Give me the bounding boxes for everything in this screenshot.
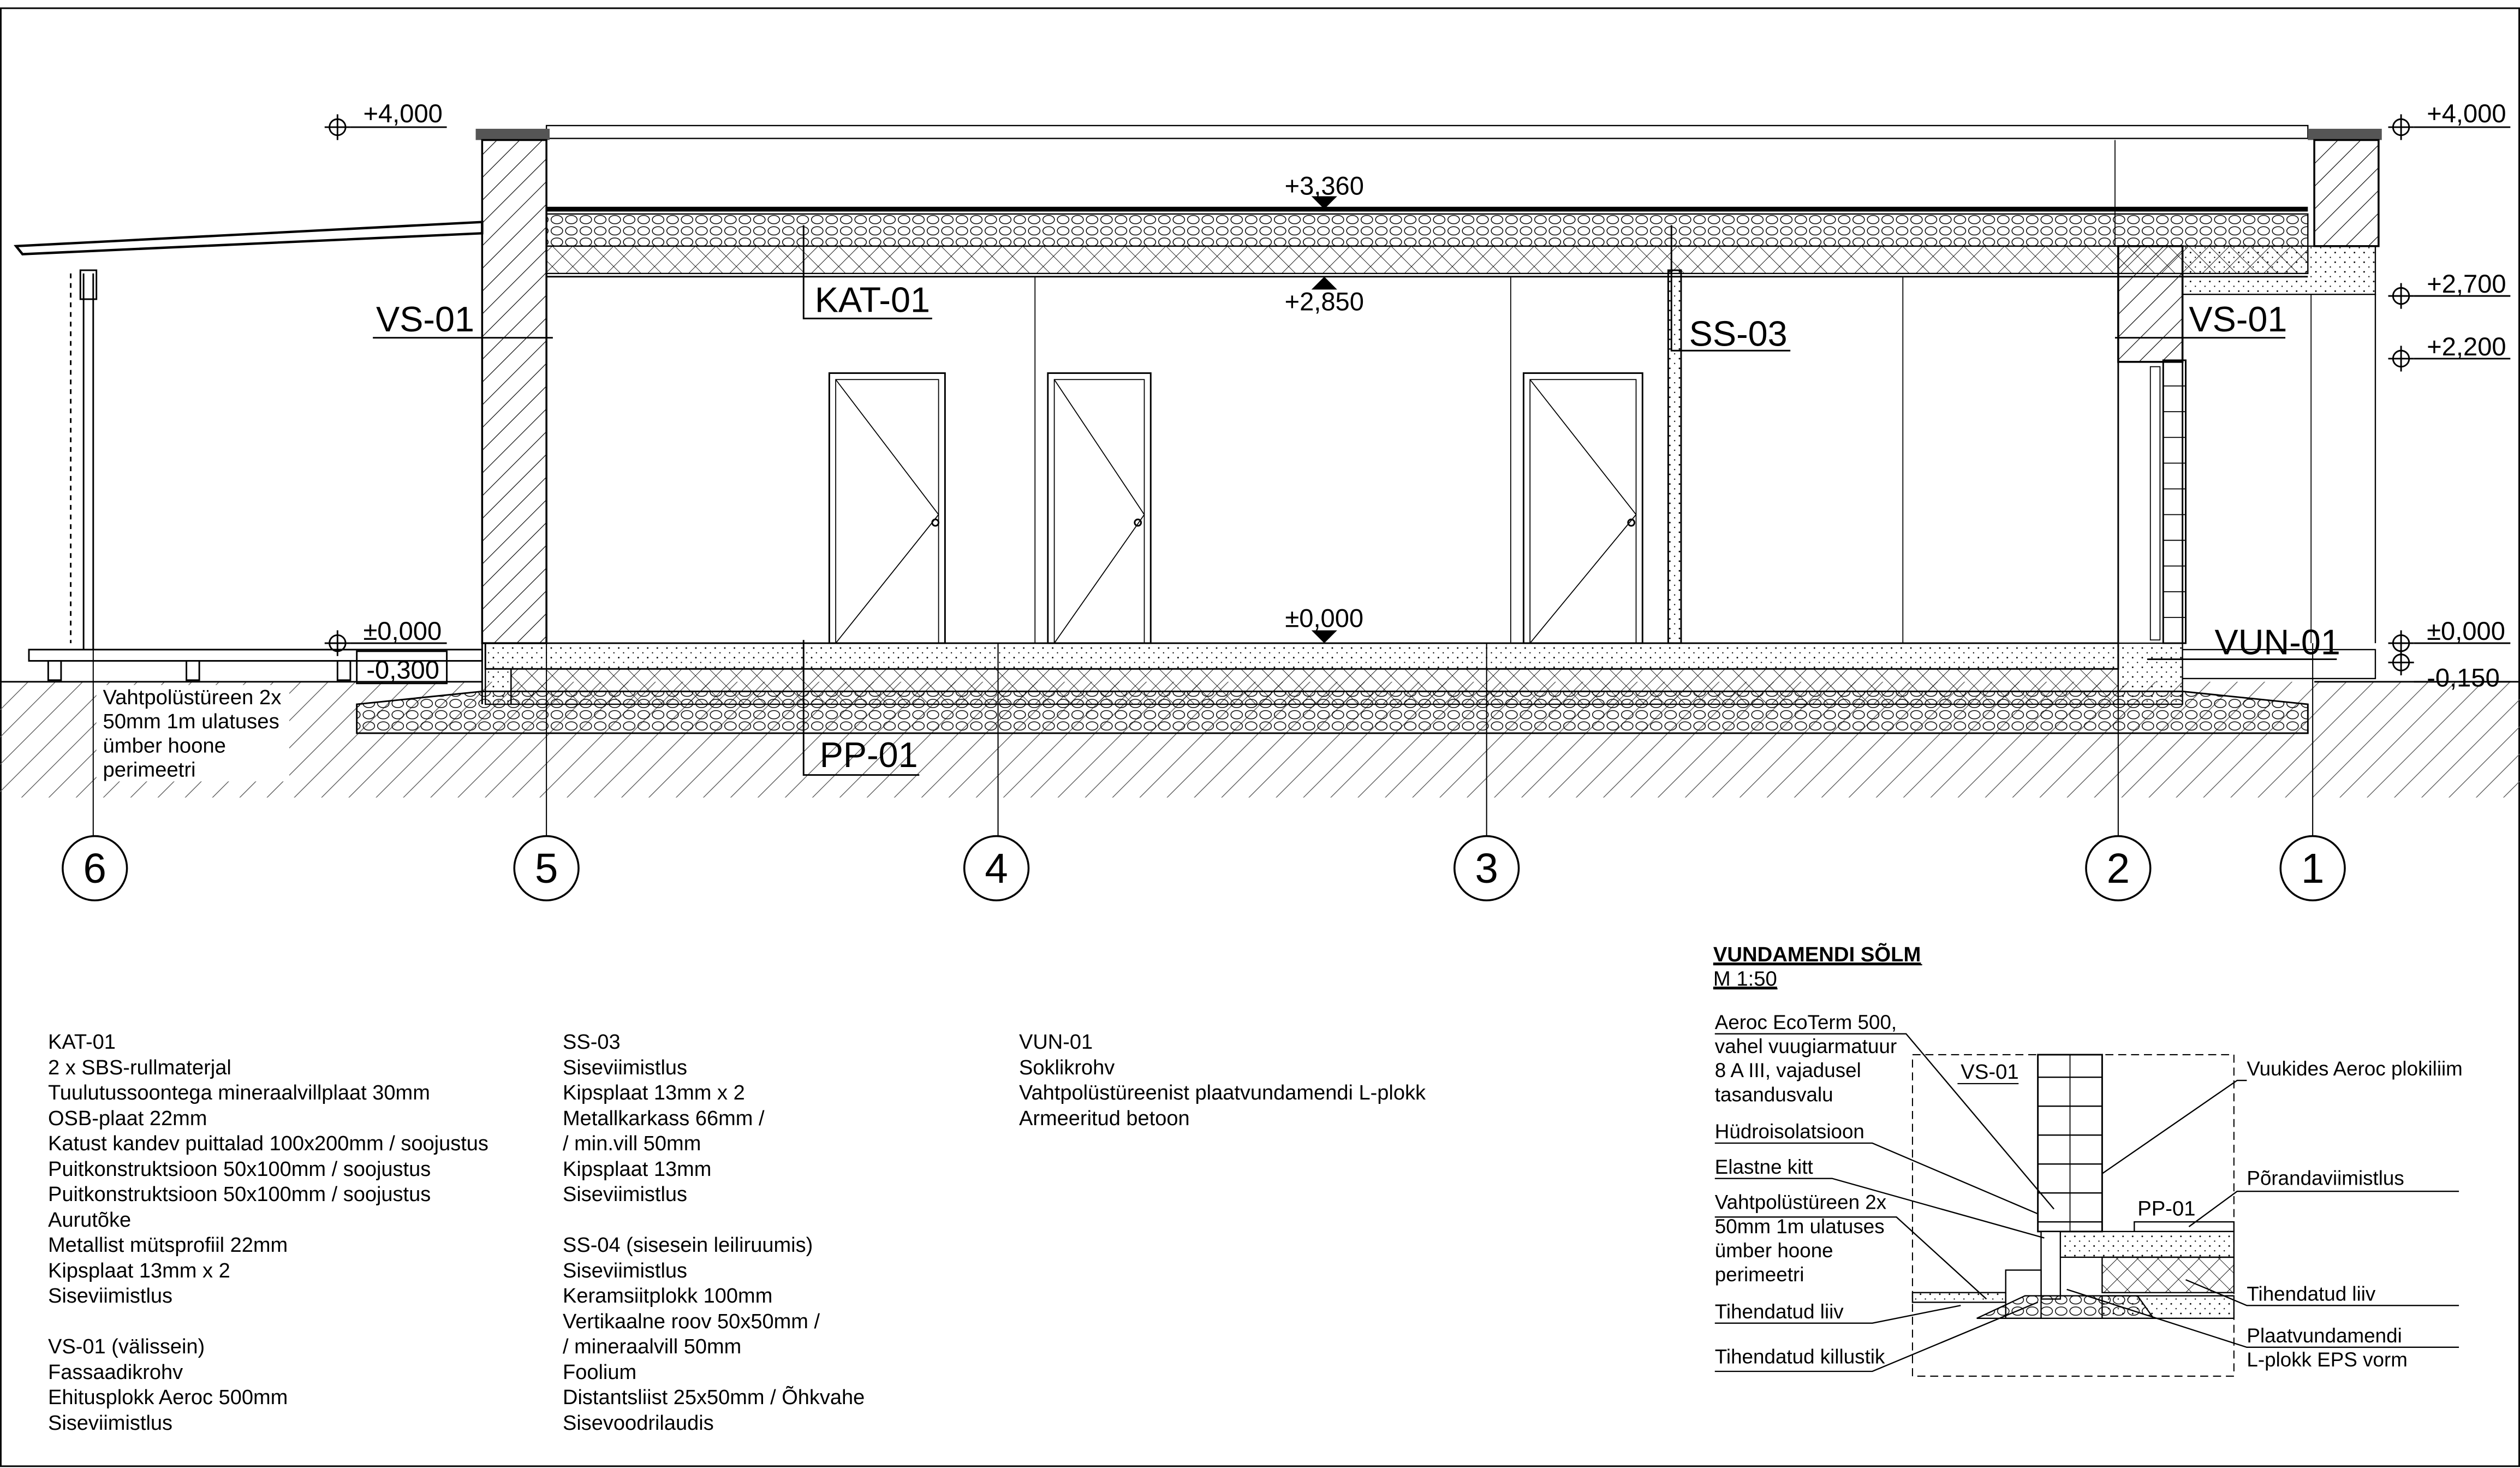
spec-column-1 — [48, 1030, 539, 1468]
tag-vs-01-right: VS-01 — [2189, 299, 2287, 339]
spec-line: Vertikaalne roov 50x50mm / — [563, 1310, 820, 1333]
axis-label: 2 — [2106, 845, 2130, 892]
spec-line: Kipsplaat 13mm x 2 — [48, 1259, 230, 1282]
spec-title: SS-04 (sisesein leiliruumis) — [563, 1234, 813, 1257]
tag-kat-01: KAT-01 — [814, 280, 931, 320]
axis-label: 1 — [2301, 845, 2325, 892]
spec-line: Siseviimistlus — [48, 1411, 173, 1435]
wall-vs-01-right — [2115, 129, 2382, 643]
axis-label: 4 — [985, 845, 1008, 892]
detail-label: Elastne kitt — [1714, 1155, 1813, 1178]
foundation-detail — [1713, 942, 2463, 1376]
axis-label: 6 — [83, 845, 107, 892]
spec-line: Vahtpolüstüreenist plaatvundamendi L-plokk — [1019, 1081, 1426, 1104]
wall-vs-01-left — [476, 129, 550, 643]
spec-line: 2 x SBS-rullmaterjal — [48, 1056, 231, 1079]
door-1 — [829, 373, 945, 643]
level-label: +3,360 — [1284, 171, 1364, 200]
spec-line: Distantsliist 25x50mm / Õhkvahe — [563, 1386, 865, 1409]
partition-ss-03 — [1668, 270, 1681, 643]
level-label: ±0,000 — [1285, 603, 1364, 633]
canopy — [16, 222, 482, 680]
spec-line: Fassaadikrohv — [48, 1360, 183, 1384]
insulation-note: Vahtpolüstüreen 2x 50mm 1m ulatuses ümber hoone perimeetri — [103, 686, 282, 782]
spec-line: Aurutõke — [48, 1208, 132, 1232]
detail-floor-tag: PP-01 — [2137, 1197, 2196, 1221]
spec-line: Sisevoodrilaudis — [563, 1411, 714, 1435]
spec-line: Siseviimistlus — [48, 1285, 173, 1307]
spec-line: Siseviimistlus — [563, 1259, 688, 1282]
spec-title: VUN-01 — [1019, 1031, 1093, 1054]
detail-scale: M 1:50 — [1713, 967, 1777, 991]
spec-line: Siseviimistlus — [563, 1056, 688, 1079]
spec-line: Metallkarkass 66mm / — [563, 1107, 765, 1130]
spec-title: VS-01 (välissein) — [48, 1335, 205, 1358]
door-3 — [1523, 373, 1642, 643]
spec-column-2 — [563, 1030, 999, 1468]
tag-vs-01-left: VS-01 — [376, 299, 475, 339]
detail-wall-tag: VS-01 — [1961, 1060, 2019, 1084]
tag-pp-01: PP-01 — [819, 734, 918, 775]
detail-label: Tihendatud killustik — [1714, 1345, 1885, 1368]
spec-line: Soklikrohv — [1019, 1056, 1115, 1079]
level-label: -0,150 — [2427, 663, 2500, 692]
spec-line: Kipsplaat 13mm — [563, 1157, 712, 1181]
spec-line: Puitkonstruktsioon 50x100mm / soojustus — [48, 1183, 431, 1206]
level-label: +4,000 — [2427, 99, 2506, 128]
tag-ss-03: SS-03 — [1689, 313, 1788, 354]
detail-title: VUNDAMENDI SÕLM — [1713, 943, 1921, 967]
detail-label: Tihendatud liiv — [2247, 1282, 2376, 1305]
spec-line: / mineraalvill 50mm — [563, 1335, 742, 1358]
window-right — [2150, 360, 2186, 643]
spec-line: Katust kandev puittalad 100x200mm / soojustus — [48, 1132, 488, 1155]
axis-label: 3 — [1475, 845, 1498, 892]
detail-label: Tihendatud liiv — [1714, 1300, 1844, 1323]
level-label: ±0,000 — [363, 616, 442, 646]
spec-line: Metallist mütsprofiil 22mm — [48, 1234, 288, 1257]
detail-label: Aeroc EcoTerm 500, vahel vuugiarmatuur 8 A III, vajadusel tasandusvalu — [1714, 1011, 1897, 1106]
spec-line: Tuulutussoontega mineraalvillplaat 30mm — [48, 1081, 430, 1104]
floor-pp-01 — [357, 643, 2375, 733]
roof-kat-01 — [546, 126, 2375, 294]
spec-line: Kipsplaat 13mm x 2 — [563, 1081, 745, 1104]
door-2 — [1048, 373, 1151, 643]
detail-label: Põrandaviimistlus — [2247, 1167, 2404, 1190]
spec-line: Ehitusplokk Aeroc 500mm — [48, 1386, 288, 1409]
detail-label: Hüdroisolatsioon — [1714, 1120, 1864, 1143]
spec-title: KAT-01 — [48, 1031, 116, 1054]
spec-line: Puitkonstruktsioon 50x100mm / soojustus — [48, 1157, 431, 1181]
spec-column-3 — [1019, 1030, 1565, 1193]
axis-label: 5 — [534, 845, 558, 892]
tag-vun-01: VUN-01 — [2214, 622, 2340, 662]
spec-line: Foolium — [563, 1360, 637, 1384]
spec-line: / min.vill 50mm — [563, 1132, 701, 1155]
spec-line: Armeeritud betoon — [1019, 1107, 1190, 1130]
detail-label: Plaatvundamendi L-plokk EPS vorm — [2247, 1324, 2408, 1371]
level-label: +4,000 — [363, 99, 443, 128]
detail-label: Vahtpolüstüreen 2x 50mm 1m ulatuses ümber hoone perimeetri — [1714, 1191, 1887, 1286]
detail-label: Vuukides Aeroc plokiliim — [2247, 1057, 2463, 1080]
level-label: +2,200 — [2427, 332, 2506, 361]
spec-line: OSB-plaat 22mm — [48, 1107, 207, 1130]
level-label: +2,850 — [1284, 287, 1364, 316]
level-label: ±0,000 — [2427, 616, 2505, 646]
level-label: -0,300 — [366, 655, 439, 684]
spec-line: Keramsiitplokk 100mm — [563, 1285, 773, 1307]
axis-bubbles — [63, 836, 2345, 900]
spec-title: SS-03 — [563, 1031, 621, 1054]
level-label: +2,700 — [2427, 269, 2506, 299]
spec-line: Siseviimistlus — [563, 1183, 688, 1206]
